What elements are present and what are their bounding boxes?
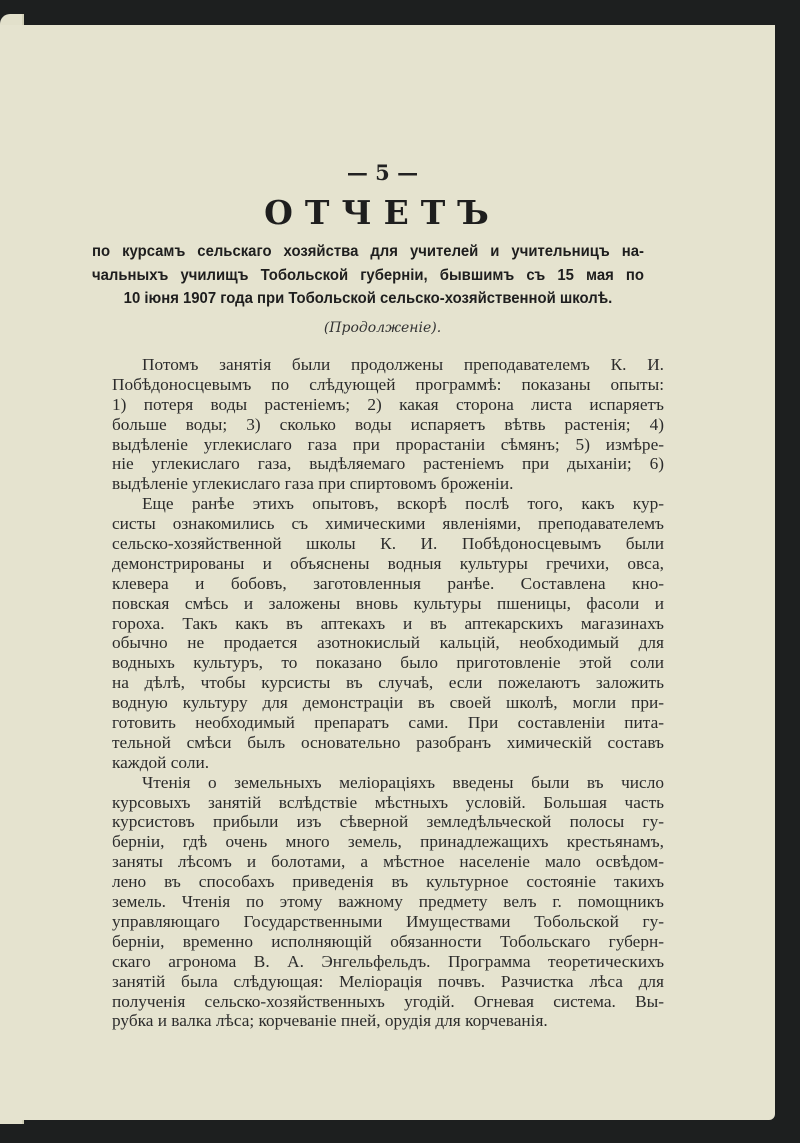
text-line: систы ознакомились съ химическими явленіями, преподавателемъ <box>112 514 664 534</box>
text-line: ніе углекислаго газа, выдѣляемаго растеніемъ при дыханіи; 6) <box>112 454 664 474</box>
text-line: выдѣленіе углекислаго газа при прорастаніи сѣмянъ; 5) измѣре- <box>112 434 664 454</box>
paragraph <box>112 494 664 772</box>
text-line: рубка и валка лѣса; корчеваніе пней, орудія для корчеванія. <box>112 1011 548 1031</box>
text-line: гороха. Такъ какъ въ аптекахъ и въ аптекарскихъ магазинахъ <box>112 613 664 633</box>
text-line: берніи, гдѣ очень много земель, принадлежащихъ крестьянамъ, <box>112 832 664 852</box>
text-line: Еще ранѣе этихъ опытовъ, вскорѣ послѣ того, какъ кур- <box>142 494 664 514</box>
text-line: полученія сельско-хозяйственныхъ угодій. Огневая система. Вы- <box>112 991 664 1011</box>
text-line: скаго агронома В. А. Энгельфельдъ. Программа теоретическихъ <box>112 951 664 971</box>
paragraph <box>112 773 664 1032</box>
text-line: Побѣдоносцевымъ по слѣдующей программѣ: показаны опыты: <box>112 374 664 394</box>
subtitle-line: чальныхъ училищъ Тобольской губерніи, бывшимъ съ 15 мая по <box>92 266 644 284</box>
page-number: — 5 — <box>346 160 419 185</box>
document-title: ОТЧЕТЪ <box>264 193 501 232</box>
text-line: тельной смѣси былъ основательно разобранъ химическій составъ <box>112 732 664 752</box>
body-text <box>112 355 664 1031</box>
text-line: больше воды; 3) сколько воды испаряетъ вѣтвь растенія; 4) <box>112 414 664 434</box>
document-subtitle <box>92 240 644 311</box>
subtitle-line: по курсамъ сельскаго хозяйства для учителей и учительницъ на- <box>92 243 644 260</box>
text-line: каждой соли. <box>112 752 210 772</box>
text-line: повская смѣсь и заложены вновь культуры пшеницы, фасоли и <box>112 593 664 613</box>
text-line: готовить необходимый препаратъ сами. При составленіи пита- <box>112 713 664 733</box>
text-line: Потомъ занятія были продолжены преподавателемъ К. И. <box>142 355 664 374</box>
continuation-note: (Продолженіе). <box>323 320 442 336</box>
text-line: земель. Чтенія по этому важному предмету велъ г. помощникъ <box>112 892 664 912</box>
text-line: занятій была слѣдующая: Меліорація почвъ. Разчистка лѣса для <box>112 971 664 991</box>
text-line: водную культуру для демонстраціи въ своей школѣ, могли при- <box>112 693 664 713</box>
subtitle-line: 10 іюня 1907 года при Тобольской сельско-хозяйственной школѣ. <box>123 290 613 307</box>
text-line: курсистовъ прибыли изъ сѣверной земледѣльческой полосы гу- <box>112 812 664 832</box>
text-line: на дѣлѣ, чтобы курсисты въ случаѣ, если пожелаютъ заложить <box>112 673 664 693</box>
text-line: обычно не продается азотнокислый кальцій, необходимый для <box>112 633 664 653</box>
text-line: заняты лѣсомъ и болотами, а мѣстное населеніе мало освѣдом- <box>112 852 664 872</box>
text-line: демонстрированы и объяснены водныя культуры гречихи, овса, <box>112 553 664 573</box>
text-line: 1) потеря воды растеніемъ; 2) какая сторона листа испаряетъ <box>112 394 664 414</box>
paragraph <box>112 355 664 494</box>
text-line: Чтенія о земельныхъ меліораціяхъ введены были въ число <box>142 772 664 792</box>
text-line: берніи, временно исполняющій обязанности Тобольскаго губерн- <box>112 931 664 951</box>
text-line: управляющаго Государственными Имуществами Тобольской гу- <box>112 911 664 931</box>
text-line: выдѣленіе углекислаго газа при спиртовомъ броженіи. <box>112 474 514 494</box>
text-line: водныхъ культуръ, то показано было приготовленіе этой соли <box>112 653 664 673</box>
text-line: лено въ способахъ приведенія въ культурное состояніе такихъ <box>112 872 664 892</box>
text-line: клевера и бобовъ, заготовленныя ранѣе. Составлена кно- <box>112 573 664 593</box>
text-line: сельско-хозяйственной школы К. И. Побѣдоносцевымъ были <box>112 534 664 554</box>
text-line: курсовыхъ занятій вслѣдствіе мѣстныхъ условій. Большая часть <box>112 792 664 812</box>
